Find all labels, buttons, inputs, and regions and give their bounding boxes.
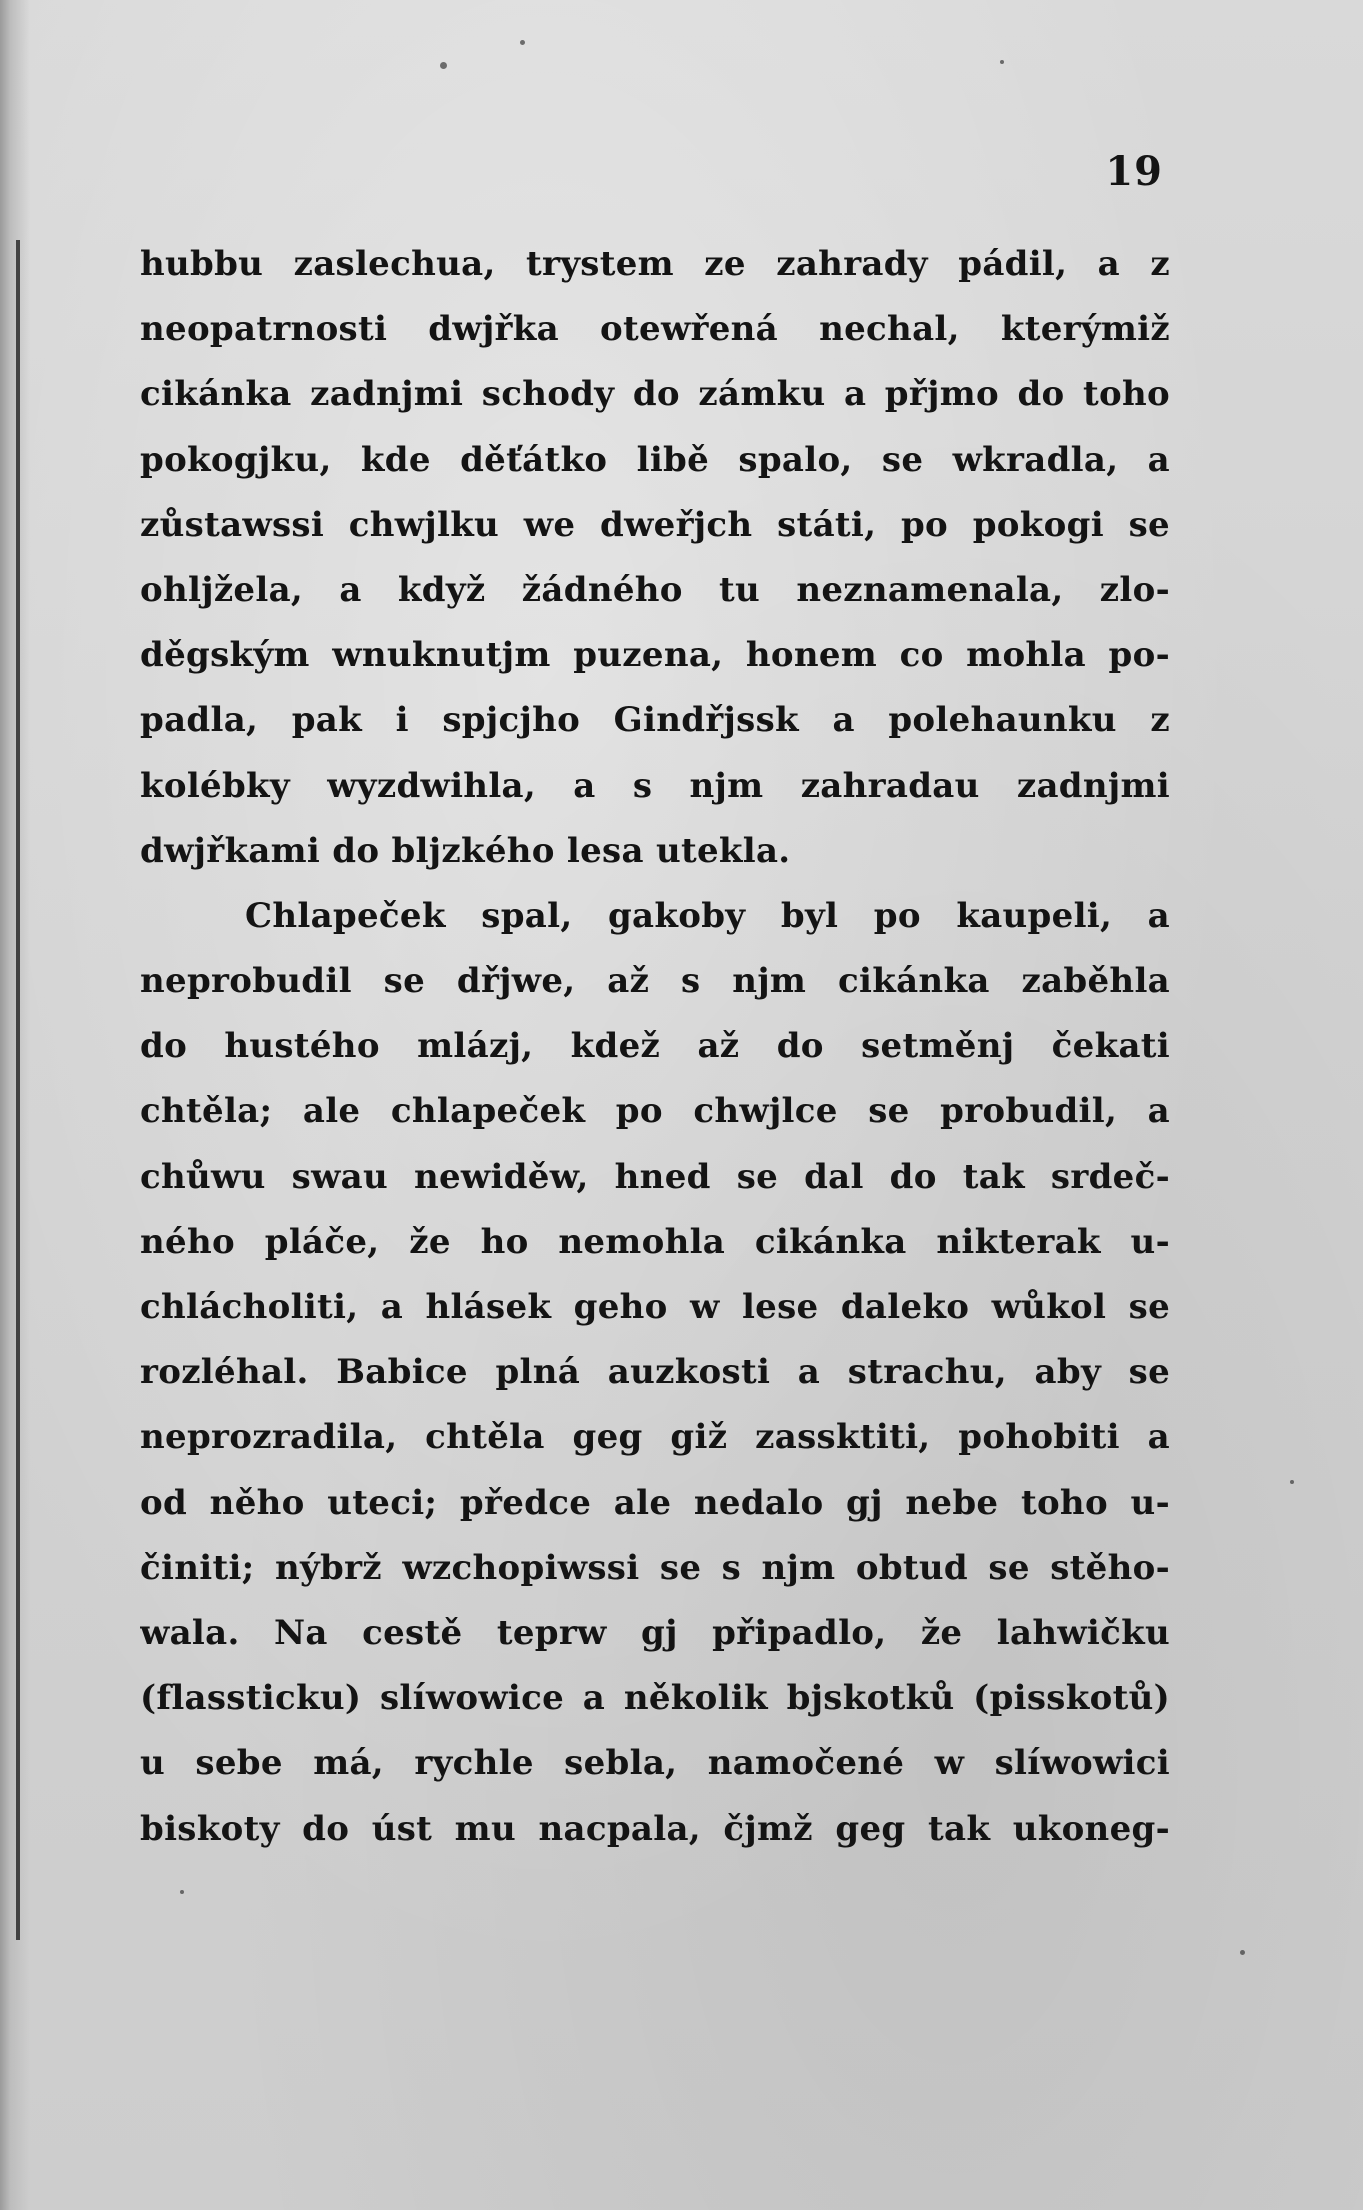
text-line: chůwu swau newiděw, hned se dal do tak srdeč- (140, 1156, 1170, 1197)
paper-speck (440, 62, 447, 69)
paper-speck (1000, 60, 1004, 64)
body-text (140, 232, 1170, 1862)
text-line: neprozradila, chtěla geg giž zassktiti, pohobiti a (140, 1417, 1170, 1458)
page-binding-shadow (0, 0, 30, 2210)
text-line: kolébky wyzdwihla, a s njm zahradau zadnjmi (140, 765, 1170, 806)
text-line: zůstawssi chwjlku we dweřjch státi, po pokogi se (140, 504, 1170, 545)
text-line: neprobudil se dřjwe, až s njm cikánka zaběhla (140, 961, 1170, 1002)
text-line: u sebe má, rychle sebla, namočené w slíwowici (140, 1743, 1170, 1784)
text-line: ného pláče, že ho nemohla cikánka nikterak u- (140, 1221, 1170, 1262)
text-line: hubbu zaslechua, trystem ze zahrady pádil, a z (140, 244, 1170, 284)
text-line: ohljžela, a když žádného tu neznamenala, zlo- (140, 569, 1170, 610)
page-number: 19 (1105, 148, 1163, 195)
text-line: pokogjku, kde děťátko libě spalo, se wkradla, a (140, 439, 1170, 480)
paper-speck (1290, 1480, 1294, 1484)
text-line: wala. Na cestě teprw gj připadlo, že lahwičku (140, 1612, 1170, 1653)
text-line: chlácholiti, a hlásek geho w lese daleko wůkol se (140, 1287, 1170, 1327)
paper-speck (180, 1890, 184, 1894)
text-line: rozléhal. Babice plná auzkosti a strachu, aby se (140, 1352, 1170, 1393)
text-line: cikánka zadnjmi schody do zámku a přjmo do toho (140, 374, 1170, 415)
text-line: (flassticku) slíwowice a několik bjskotků (pisskotů) (140, 1678, 1170, 1719)
text-line: do hustého mlázj, kdež až do setměnj čekati (140, 1026, 1170, 1067)
text-line-paragraph-end: dwjřkami do bljzkého lesa utekla. (140, 830, 791, 871)
text-line: biskoty do úst mu nacpala, čjmž geg tak ukoneg- (140, 1808, 1170, 1849)
text-line-paragraph-start: Chlapeček spal, gakoby byl po kaupeli, a (245, 895, 1170, 936)
paper-speck (520, 40, 525, 45)
text-line: padla, pak i spjcjho Gindřjssk a polehaunku z (140, 700, 1170, 741)
text-line: neopatrnosti dwjřka otewřená nechal, kterýmiž (140, 309, 1170, 350)
page-binding-line (16, 240, 20, 1940)
paper-speck (1240, 1950, 1245, 1955)
text-line: chtěla; ale chlapeček po chwjlce se probudil, a (140, 1091, 1170, 1132)
text-line: děgským wnuknutjm puzena, honem co mohla po- (140, 635, 1170, 676)
text-line: činiti; nýbrž wzchopiwssi se s njm obtud se stěho- (140, 1547, 1170, 1588)
text-line: od něho uteci; předce ale nedalo gj nebe toho u- (140, 1482, 1170, 1523)
